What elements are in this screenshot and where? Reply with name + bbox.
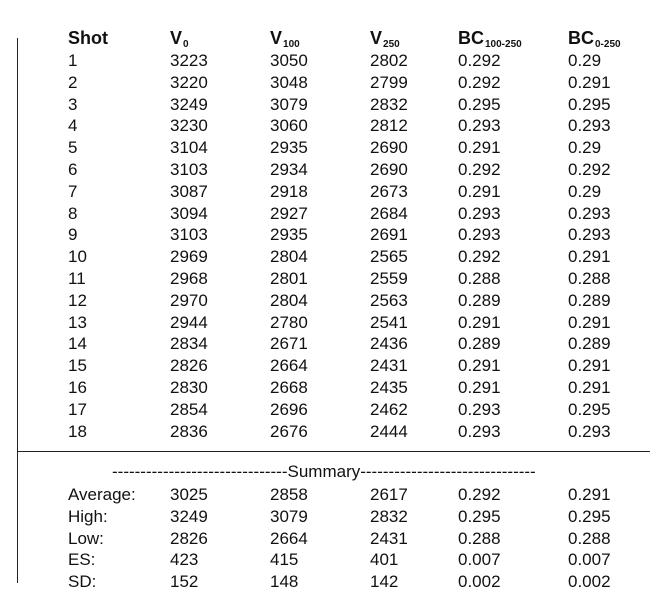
shot-cell-1: 3087: [170, 181, 208, 201]
shot-cell-0: 18: [68, 421, 87, 441]
shot-cell-1: 2944: [170, 312, 208, 332]
shot-cell-1: 3094: [170, 203, 208, 223]
shot-cell-4: 0.292: [458, 72, 501, 92]
summary-cell-3: 2617: [370, 485, 408, 504]
shot-cell-1: 2968: [170, 269, 208, 288]
shot-cell-0: 3: [68, 94, 78, 114]
shot-cell-5: 0.291: [568, 356, 611, 376]
shot-cell-5: 0.288: [568, 269, 611, 288]
shot-cell-2: 3048: [270, 72, 308, 92]
shot-cell-1: 2826: [170, 356, 208, 376]
summary-cell-0: SD:: [68, 572, 97, 592]
summary-cell-0: High:: [68, 506, 108, 526]
shot-cell-4: 0.289: [458, 334, 501, 354]
shot-cell-2: 2664: [270, 356, 308, 376]
vertical-rule: [17, 38, 18, 583]
shot-cell-1: 3103: [170, 225, 208, 245]
shot-cell-2: 2676: [270, 421, 308, 441]
shot-cell-0: 10: [68, 247, 87, 267]
shot-cell-3: 2690: [370, 160, 408, 179]
shot-cell-5: 0.289: [568, 290, 611, 310]
shot-cell-3: 2673: [370, 181, 408, 201]
shot-cell-0: 14: [68, 334, 87, 354]
shot-cell-2: 2780: [270, 312, 308, 332]
shot-cell-1: 2830: [170, 378, 208, 397]
shot-cell-4: 0.292: [458, 247, 501, 267]
summary-cell-1: 152: [170, 572, 199, 592]
shot-cell-3: 2436: [370, 334, 408, 354]
shot-cell-4: 0.288: [458, 269, 501, 288]
shot-cell-2: 2918: [270, 181, 308, 201]
shot-cell-3: 2684: [370, 203, 408, 223]
shot-cell-4: 0.292: [458, 160, 501, 179]
summary-cell-2: 2858: [270, 485, 308, 504]
shot-cell-0: 16: [68, 378, 87, 397]
shot-cell-5: 0.29: [568, 138, 602, 158]
header-v0: $V_0$: [170, 28, 189, 50]
shot-cell-4: 0.289: [458, 290, 501, 310]
summary-cell-2: 415: [270, 550, 299, 570]
shot-cell-0: 11: [68, 269, 86, 288]
shot-cell-5: 0.293: [568, 116, 611, 136]
shot-cell-0: 8: [68, 203, 78, 223]
summary-cell-1: 3249: [170, 506, 208, 526]
shot-cell-1: 3104: [170, 138, 208, 158]
shot-cell-2: 3079: [270, 94, 308, 114]
header-v100: $V_{100}$: [270, 28, 300, 50]
shot-cell-3: 2431: [370, 356, 408, 376]
shot-cell-3: 2799: [370, 72, 408, 92]
summary-cell-2: 2664: [270, 528, 308, 548]
header-v250: $V_{250}$: [370, 28, 400, 50]
shot-cell-3: 2802: [370, 51, 408, 70]
shot-cell-3: 2690: [370, 138, 408, 158]
shot-cell-3: 2462: [370, 399, 408, 419]
summary-cell-1: 3025: [170, 485, 208, 504]
shot-cell-4: 0.293: [458, 399, 501, 419]
shot-cell-5: 0.29: [568, 51, 602, 70]
shot-cell-5: 0.291: [568, 378, 611, 397]
shot-cell-5: 0.295: [568, 94, 611, 114]
shot-cell-1: 3230: [170, 116, 208, 136]
shot-cell-4: 0.291: [458, 181, 501, 201]
shot-cell-0: 9: [68, 225, 78, 245]
shot-cell-4: 0.291: [458, 138, 501, 158]
summary-cell-4: 0.007: [458, 550, 501, 570]
shot-cell-3: 2691: [370, 225, 408, 245]
shot-cell-3: 2563: [370, 290, 408, 310]
shot-cell-1: 2970: [170, 290, 208, 310]
shot-cell-1: 2854: [170, 399, 208, 419]
shot-cell-4: 0.295: [458, 94, 501, 114]
shot-cell-2: 3050: [270, 51, 308, 70]
summary-cell-3: 142: [370, 572, 399, 592]
horizontal-rule: [17, 451, 650, 452]
header-shot: Shot: [68, 28, 108, 48]
shot-cell-4: 0.291: [458, 378, 501, 397]
summary-cell-4: 0.288: [458, 528, 501, 548]
shot-cell-0: 5: [68, 138, 78, 158]
shot-cell-1: 3220: [170, 72, 208, 92]
shot-cell-4: 0.293: [458, 225, 501, 245]
shot-cell-0: 4: [68, 116, 78, 136]
shot-cell-3: 2435: [370, 378, 408, 397]
header-bc0-250: $BC_{0-250}$: [568, 28, 621, 50]
shot-cell-4: 0.291: [458, 356, 501, 376]
shot-cell-3: 2832: [370, 94, 408, 114]
shot-cell-4: 0.293: [458, 116, 501, 136]
shot-cell-0: 13: [68, 312, 87, 332]
summary-cell-4: 0.295: [458, 506, 501, 526]
shot-cell-4: 0.292: [458, 51, 501, 70]
shot-cell-2: 2801: [270, 269, 308, 288]
shot-cell-4: 0.293: [458, 421, 501, 441]
shot-cell-2: 2935: [270, 138, 308, 158]
summary-cell-1: 2826: [170, 528, 208, 548]
summary-title: -------------------------------Summary-------------------------------: [112, 462, 536, 481]
shot-cell-4: 0.293: [458, 203, 501, 223]
summary-cell-4: 0.002: [458, 572, 501, 592]
summary-cell-0: Average:: [68, 485, 136, 504]
shot-cell-1: 3103: [170, 160, 208, 179]
shot-cell-1: 3249: [170, 94, 208, 114]
shot-cell-0: 6: [68, 160, 78, 179]
shot-cell-1: 2969: [170, 247, 208, 267]
header-bc100-250: $BC_{100-250}$: [458, 28, 522, 50]
shot-cell-3: 2444: [370, 421, 408, 441]
shot-cell-5: 0.291: [568, 312, 611, 332]
summary-cell-5: 0.295: [568, 506, 611, 526]
summary-cell-5: 0.007: [568, 550, 611, 570]
shot-cell-2: 2696: [270, 399, 308, 419]
shot-cell-2: 2671: [270, 334, 308, 354]
shot-cell-2: 2804: [270, 290, 308, 310]
shot-cell-3: 2541: [370, 312, 408, 332]
shot-cell-5: 0.291: [568, 72, 611, 92]
summary-cell-3: 2431: [370, 528, 408, 548]
summary-cell-1: 423: [170, 550, 199, 570]
shot-cell-0: 15: [68, 356, 87, 376]
summary-cell-0: Low:: [68, 528, 104, 548]
shot-cell-2: 2934: [270, 160, 308, 179]
shot-cell-0: 12: [68, 290, 87, 310]
shot-cell-3: 2559: [370, 269, 408, 288]
shot-cell-0: 7: [68, 181, 78, 201]
summary-cell-2: 3079: [270, 506, 308, 526]
shot-cell-2: 2668: [270, 378, 308, 397]
summary-cell-3: 2832: [370, 506, 408, 526]
shot-cell-1: 2836: [170, 421, 208, 441]
summary-cell-2: 148: [270, 572, 299, 592]
shot-cell-5: 0.293: [568, 225, 611, 245]
summary-cell-0: ES:: [68, 550, 96, 570]
shot-cell-3: 2812: [370, 116, 408, 136]
shot-cell-1: 3223: [170, 51, 208, 70]
summary-cell-3: 401: [370, 550, 399, 570]
shot-cell-2: 3060: [270, 116, 308, 136]
shot-cell-0: 17: [68, 399, 87, 419]
shot-cell-5: 0.293: [568, 421, 611, 441]
shot-cell-5: 0.292: [568, 160, 611, 179]
shot-cell-4: 0.291: [458, 312, 501, 332]
shot-cell-5: 0.29: [568, 181, 602, 201]
shot-cell-5: 0.291: [568, 247, 611, 267]
shot-cell-2: 2804: [270, 247, 308, 267]
shot-cell-3: 2565: [370, 247, 408, 267]
shot-cell-5: 0.293: [568, 203, 611, 223]
shot-cell-0: 2: [68, 72, 78, 92]
summary-cell-4: 0.292: [458, 485, 501, 504]
summary-cell-5: 0.002: [568, 572, 611, 592]
shot-cell-0: 1: [68, 51, 78, 70]
shot-cell-5: 0.295: [568, 399, 611, 419]
shot-cell-5: 0.289: [568, 334, 611, 354]
shot-cell-2: 2927: [270, 203, 308, 223]
summary-cell-5: 0.288: [568, 528, 611, 548]
summary-cell-5: 0.291: [568, 485, 611, 504]
shot-cell-2: 2935: [270, 225, 308, 245]
shot-cell-1: 2834: [170, 334, 208, 354]
